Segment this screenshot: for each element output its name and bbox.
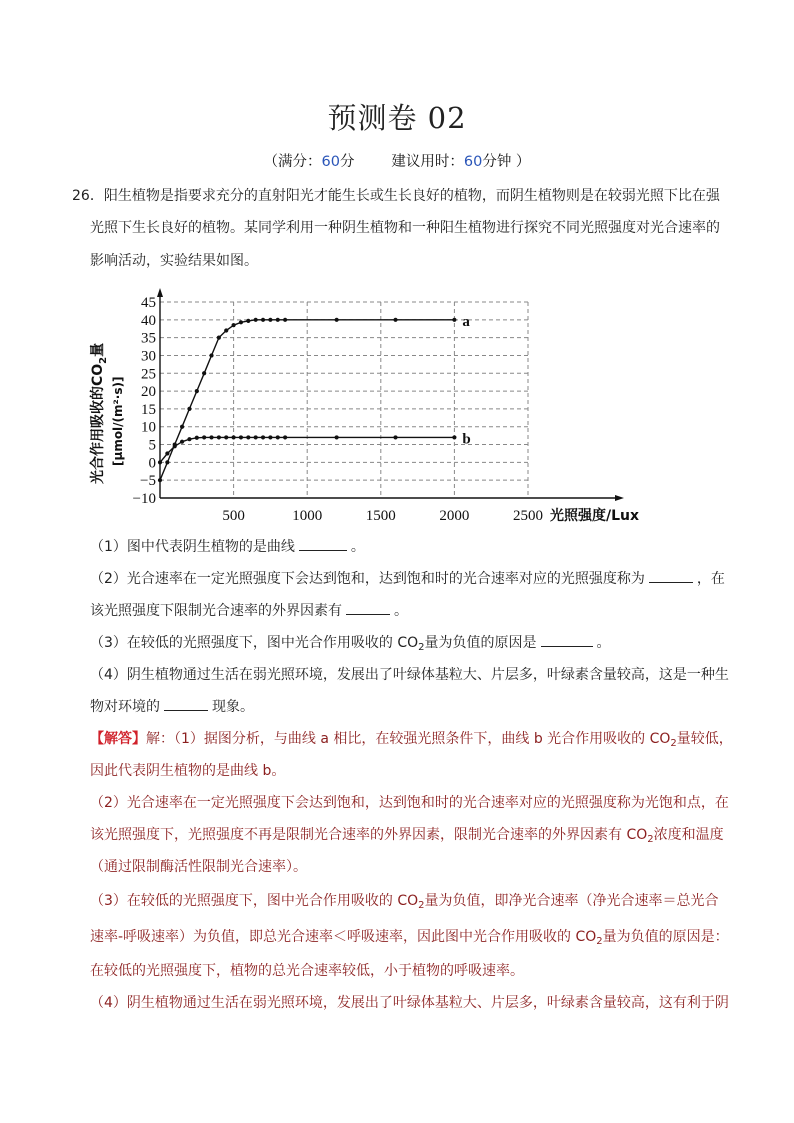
series-point-b xyxy=(261,435,265,439)
series-point-b xyxy=(452,435,456,439)
y-tick-label: 25 xyxy=(141,366,156,383)
y-tick-label: 5 xyxy=(148,437,156,454)
answer-blank[interactable] xyxy=(299,550,347,551)
series-point-a xyxy=(180,425,184,429)
answer-3c: 在较低的光照强度下，植物的总光合速率较低，小于植物的呼吸速率。 xyxy=(90,963,524,979)
sub-question-3: （3）在较低的光照强度下，图中光合作用吸收的 $CO_2$量为负值的原因是 。 xyxy=(90,635,611,653)
exam-meta xyxy=(0,150,794,171)
x-tick-label: 2000 xyxy=(439,508,470,524)
time-unit: 分钟 ） xyxy=(482,154,531,170)
answer-blank[interactable] xyxy=(346,614,390,615)
light-photosynthesis-chart xyxy=(84,288,654,528)
series-point-a xyxy=(283,318,287,322)
series-point-a xyxy=(393,318,397,322)
y-axis-unit: [μmol/(m²·s)] xyxy=(111,376,125,466)
series-point-a xyxy=(276,318,280,322)
x-tick-label: 500 xyxy=(222,508,245,524)
sub-question-1: （1）图中代表阴生植物的是曲线 。 xyxy=(90,539,365,555)
series-point-b xyxy=(180,440,184,444)
y-tick-label: 30 xyxy=(141,348,156,365)
answer-3b: 速率-呼吸速率）为负值，即总光合速率＜呼吸速率，因此图中光合作用吸收的 $CO_2$量为负值的原因是： xyxy=(90,929,729,947)
y-tick-label: 45 xyxy=(141,295,156,311)
y-tick-label: −10 xyxy=(132,491,156,507)
series-point-a xyxy=(187,407,191,411)
series-point-a xyxy=(224,328,228,332)
x-tick-label: 2500 xyxy=(513,508,543,524)
series-point-b xyxy=(393,435,397,439)
answer-blank[interactable] xyxy=(164,710,208,711)
series-point-b xyxy=(232,435,236,439)
answer-1b: 因此代表阴生植物的是曲线 b。 xyxy=(90,763,286,779)
question-stem-1: 26．阳生植物是指要求充分的直射阳光才能生长或生长良好的植物，而阴生植物则是在较弱光照下比在强 xyxy=(72,188,720,204)
series-point-b xyxy=(268,435,272,439)
y-axis-label: 光合作用吸收的$CO_2$量 xyxy=(90,342,109,484)
series-point-a xyxy=(165,460,169,464)
series-label-a: a xyxy=(462,313,470,330)
score-prefix: （满分： xyxy=(263,154,322,170)
y-tick-label: 35 xyxy=(141,330,156,347)
x-tick-label: 1000 xyxy=(292,508,323,524)
answer-blank[interactable] xyxy=(649,582,693,583)
y-tick-label: −5 xyxy=(140,473,156,490)
question-stem-3: 影响活动，实验结果如图。 xyxy=(90,253,258,269)
score-unit: 分 xyxy=(340,154,355,170)
series-point-a xyxy=(268,318,272,322)
series-label-b: b xyxy=(462,431,471,448)
series-point-b xyxy=(195,436,199,440)
answer-3a: （3）在较低的光照强度下，图中光合作用吸收的 $CO_2$量为负值，即净光合速率（净光合速率＝总光合 xyxy=(90,893,719,911)
series-point-b xyxy=(276,435,280,439)
series-point-b xyxy=(283,435,287,439)
answer-tag: 【解答】 xyxy=(90,731,146,747)
series-point-a xyxy=(232,323,236,327)
y-tick-label: 10 xyxy=(141,419,156,436)
x-axis-label: 光照强度/Lux xyxy=(550,508,640,524)
series-point-a xyxy=(209,353,213,357)
answer-4a: （4）阴生植物通过生活在弱光照环境，发展出了叶绿体基粒大、片层多，叶绿素含量较高，这有利于阴 xyxy=(90,995,729,1011)
score-value: 60 xyxy=(321,154,340,170)
series-point-b xyxy=(246,435,250,439)
series-point-b xyxy=(239,435,243,439)
y-tick-label: 20 xyxy=(141,384,156,401)
series-point-a xyxy=(158,478,162,482)
time-prefix: 建议用时： xyxy=(391,154,464,170)
series-point-b xyxy=(209,435,213,439)
series-point-a xyxy=(217,336,221,340)
page-title: 预测卷 02 xyxy=(327,101,467,135)
answer-blank[interactable] xyxy=(541,646,593,647)
answer-2a: （2）光合速率在一定光照强度下会达到饱和，达到饱和时的光合速率对应的光照强度称为光饱和点，在 xyxy=(90,795,729,811)
series-point-a xyxy=(195,389,199,393)
sub-question-2a: （2）光合速率在一定光照强度下会达到饱和，达到饱和时的光合速率对应的光照强度称为 ，在 xyxy=(90,571,725,587)
x-tick-label: 1500 xyxy=(365,508,396,524)
series-point-b xyxy=(158,460,162,464)
sub-question-4b: 物对环境的 现象。 xyxy=(90,699,254,715)
y-tick-label: 0 xyxy=(148,455,156,472)
y-tick-label: 40 xyxy=(141,312,156,329)
answer-2b: 该光照强度下，光照强度不再是限制光合速率的外界因素，限制光合速率的外界因素有 $CO_2$浓度和温度 xyxy=(90,827,724,845)
answer-2c: （通过限制酶活性限制光合速率）。 xyxy=(90,859,307,875)
y-axis-arrow-icon xyxy=(157,288,163,297)
question-stem-2: 光照下生长良好的植物。某同学利用一种阴生植物和一种阳生植物进行探究不同光照强度对光合速率的 xyxy=(90,220,720,236)
series-point-b xyxy=(217,435,221,439)
series-point-b xyxy=(173,444,177,448)
series-point-b xyxy=(202,435,206,439)
series-point-a xyxy=(335,318,339,322)
series-point-a xyxy=(246,319,250,323)
series-point-a xyxy=(239,320,243,324)
series-point-b xyxy=(187,437,191,441)
series-point-b xyxy=(165,451,169,455)
time-value: 60 xyxy=(463,154,483,170)
series-point-b xyxy=(335,435,339,439)
series-point-a xyxy=(452,318,456,322)
answer-1a: 【解答】解：（1）据图分析，与曲线 a 相比，在较强光照条件下，曲线 b 光合作用吸收的 $CO_2$量较低， xyxy=(90,731,733,749)
sub-question-4a: （4）阴生植物通过生活在弱光照环境，发展出了叶绿体基粒大、片层多，叶绿素含量较高，这是一种生 xyxy=(90,667,729,683)
x-axis-arrow-icon xyxy=(615,495,624,501)
series-point-a xyxy=(254,318,258,322)
series-point-a xyxy=(202,371,206,375)
sub-question-2b: 该光照强度下限制光合速率的外界因素有 。 xyxy=(90,603,408,619)
series-point-b xyxy=(224,435,228,439)
y-tick-label: 15 xyxy=(141,401,156,418)
question-number: 26． xyxy=(72,188,104,204)
series-point-b xyxy=(254,435,258,439)
series-point-a xyxy=(261,318,265,322)
